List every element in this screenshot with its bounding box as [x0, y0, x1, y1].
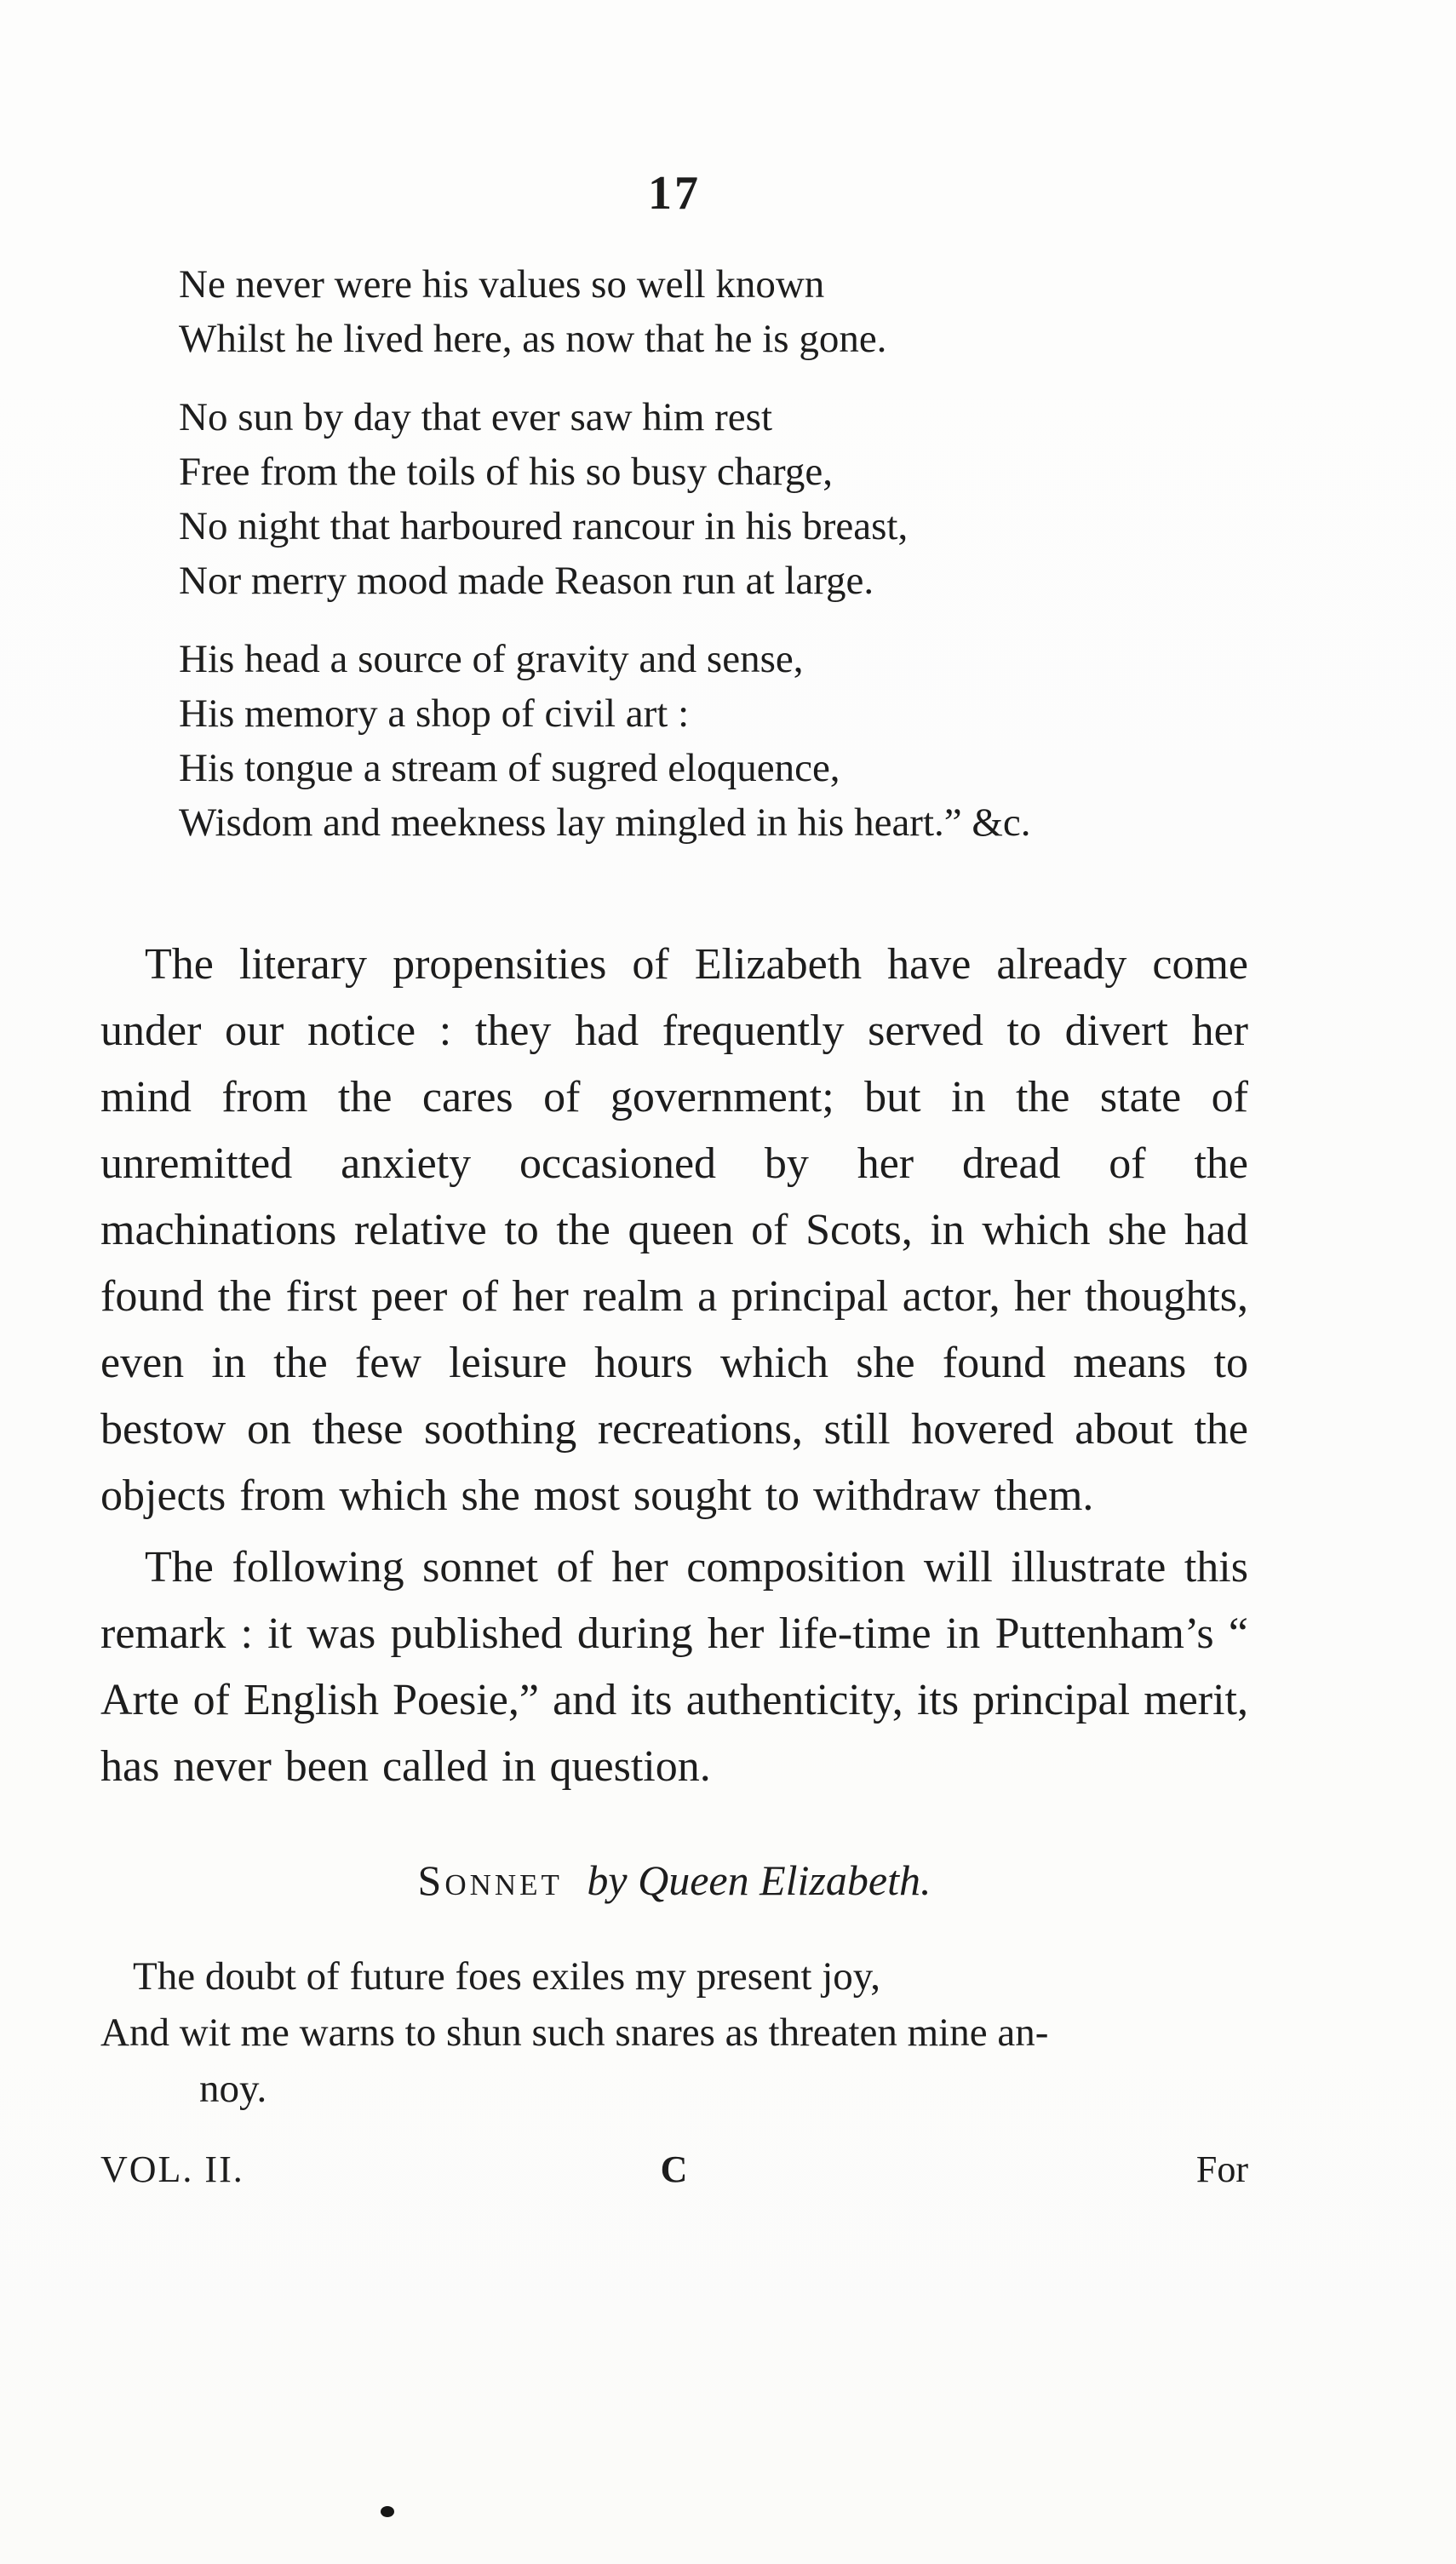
sonnet-line: The doubt of future foes exiles my present joy, — [133, 1954, 880, 1999]
verse-line: Free from the toils of his so busy charge, — [179, 450, 833, 494]
verse-line: Nor merry mood made Reason run at large. — [179, 559, 874, 603]
catchword: For — [1195, 2148, 1248, 2190]
verse-stanza — [179, 390, 1248, 608]
verse-line: His tongue a stream of sugred eloquence, — [179, 746, 840, 790]
verse-line: No sun by day that ever saw him rest — [179, 395, 773, 439]
prose-paragraph: The following sonnet of her composition will illustrate this remark : it was published during her life-time in Puttenham’s “ Arte of English Poesie,” and its authenticity, its principal merit, has never been called in question. — [100, 1543, 1248, 1791]
sonnet-lines — [100, 1948, 1248, 2117]
verse-line: Wisdom and meekness lay mingled in his heart.” &c. — [179, 800, 1031, 845]
verse-line: No night that harboured rancour in his breast, — [179, 504, 909, 548]
sonnet-byline: by Queen Elizabeth. — [587, 1856, 931, 1904]
verse-stanza — [179, 632, 1248, 850]
sonnet-line: And wit me warns to shun such snares as threaten mine an- — [100, 2010, 1049, 2055]
verse-stanza — [179, 257, 1248, 366]
page-number: 17 — [648, 167, 701, 220]
prose-paragraph: The literary propensities of Elizabeth have already come under our notice : they had frequently served to divert her mind from the cares of government; but in the state of unremitted anxiety occasioned by her dread of the machinations relative to the queen of Scots, in which she had found the first peer of her realm a principal actor, her thoughts, even in the few leisure hours which she found means to bestow on these soothing recreations, still hovered about the objects from which she most sought to withdraw them. — [100, 940, 1248, 1520]
verse-line: His memory a shop of civil art : — [179, 691, 690, 736]
sonnet-heading — [100, 1856, 1248, 1904]
sonnet-line: noy. — [199, 2067, 267, 2111]
ink-speck — [381, 2506, 394, 2517]
text-block — [100, 0, 1248, 2194]
prose-block — [100, 932, 1248, 1800]
verse-line: Whilst he lived here, as now that he is gone. — [179, 317, 887, 361]
sonnet-title: Sonnet — [417, 1856, 563, 1904]
verse-line: His head a source of gravity and sense, — [179, 637, 804, 681]
page-footer — [100, 2146, 1248, 2194]
signature-mark: C — [660, 2148, 689, 2190]
verse-extract — [179, 257, 1248, 850]
verse-line: Ne never were his values so well known — [179, 262, 825, 307]
volume-label: VOL. II. — [100, 2148, 244, 2190]
